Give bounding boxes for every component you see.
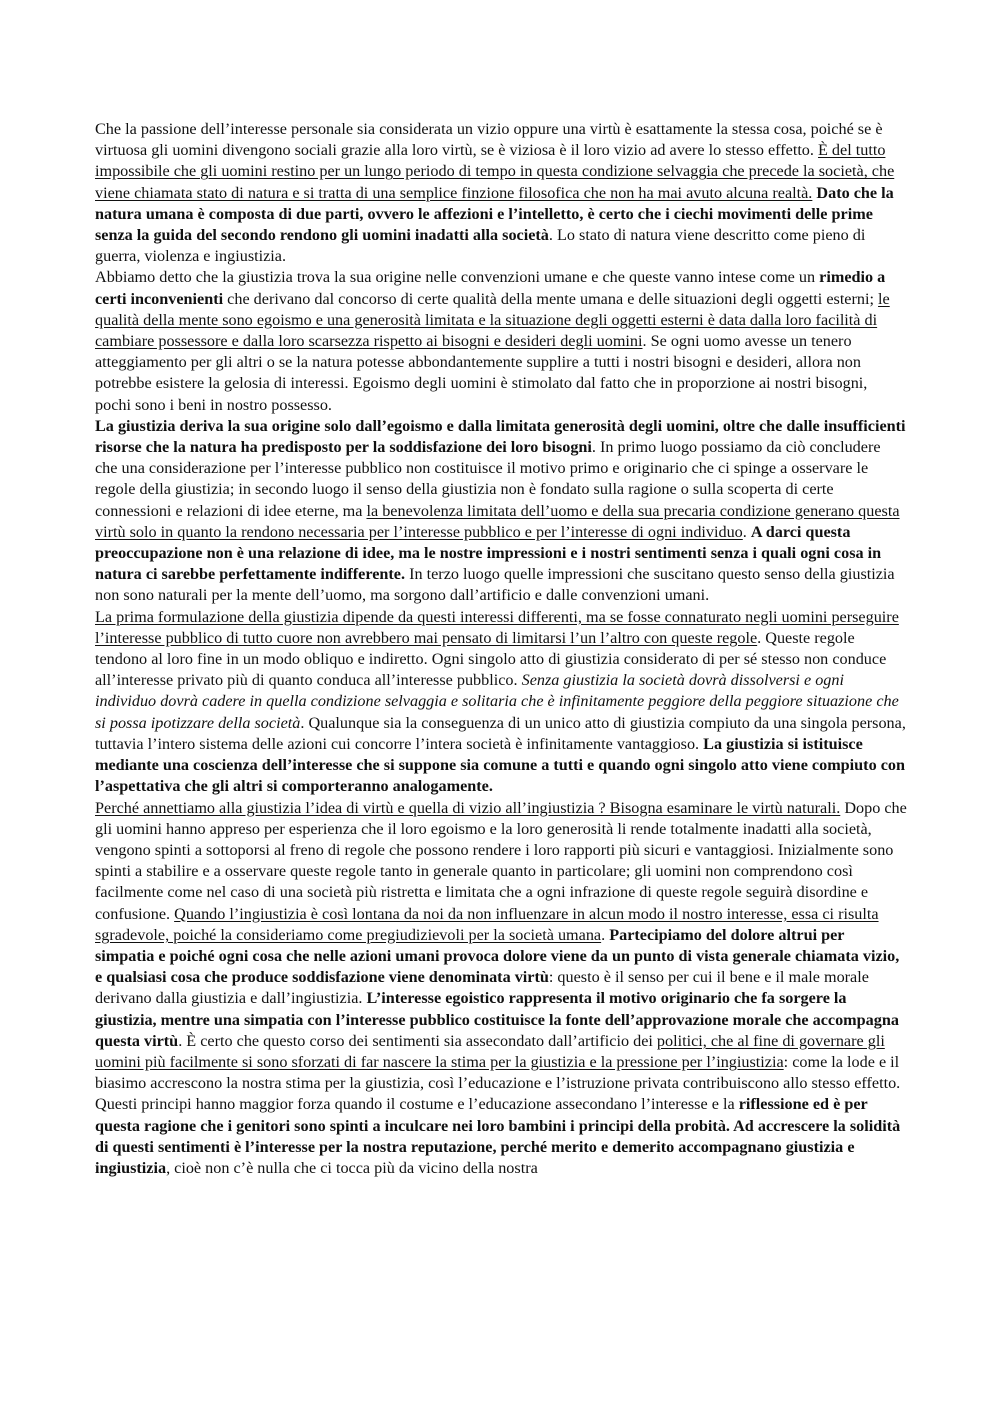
paragraph-4 <box>95 607 907 798</box>
paragraph-5 <box>95 798 907 1180</box>
bold-text: rimedio a certi inconvenienti <box>95 268 886 308</box>
text-run: , cioè non c’è nulla che ci tocca più da vicino della nostra <box>166 1158 538 1177</box>
text-run: Abbiamo detto che la giustizia trova la sua origine nelle convenzioni umane e che queste vanno intese come un <box>95 268 820 287</box>
underlined-text: Quando l’ingiustizia è così lontana da noi da non influenzare in alcun modo il nostro interesse, essa ci risulta sgradevole, poiché la consideriamo come pregiudizievoli per la società umana <box>95 904 879 944</box>
bold-text: L’interesse egoistico rappresenta il motivo originario che fa sorgere la giustizia, mentre una simpatia con l’interesse pubblico costituisce la fonte dell’approvazione morale che accompagna questa virtù <box>95 989 899 1050</box>
bold-text: La giustizia deriva la sua origine solo dall’egoismo e dalla limitata generosità degli uomini, oltre che dalle insufficienti risorse che la natura ha predisposto per la soddisfazione dei loro bisogni <box>95 416 906 457</box>
underlined-text: la benevolenza limitata dell’uomo e della sua precaria condizione generano questa virtù solo in quanto la rendono necessaria per l’interesse pubblico e per l’interesse di ogni individuo <box>95 501 900 541</box>
bold-text: Partecipiamo del dolore altrui per simpatia e poiché ogni cosa che nelle azioni umani provoca dolore viene da un punto di vista generale chiamata vizio, e qualsiasi cosa che produce soddisfazione viene denominata virtù <box>95 925 900 987</box>
underlined-text: È del tutto impossibile che gli uomini restino per un lungo periodo di tempo in questa condizione selvaggia che precede la società, che viene chiamata stato di natura e si tratta di una semplice finzione filosofica che non ha mai avuto alcuna realtà. <box>95 141 895 202</box>
paragraph-3 <box>95 416 907 607</box>
text-run: : questo è il senso per cui il bene e il male morale derivano dalla giustizia e dall’ingiustizia. <box>95 968 869 1008</box>
underlined-text: La prima formulazione della giustizia dipende da questi interessi differenti, ma se fosse connaturato negli uomini perseguire l’interesse pubblico di tutto cuore non avrebbero mai pensato di limitarsi l’un l’altro con queste regole <box>95 607 899 647</box>
underlined-text: politici, che al fine di governare gli uomini più facilmente si sono sforzati di far nascere la stima per la giustizia e la pressione per l’ingiustizia <box>95 1031 885 1071</box>
text-run: . Lo stato di natura viene descritto come pieno di guerra, violenza e ingiustizia. <box>95 226 866 266</box>
bold-text: A darci questa preoccupazione non è una relazione di idee, ma le nostre impressioni e i nostri sentimenti senza i quali ogni cosa in natura ci sarebbe perfettamente indifferente. <box>95 522 882 584</box>
italic-text: Senza giustizia la società dovrà dissolversi e ogni individuo dovrà cadere in quella condizione selvaggia e solitaria che è infinitamente peggiore della peggiore situazione che si possa ipotizzare della società <box>95 671 899 732</box>
paragraph-2 <box>95 267 907 415</box>
underlined-text: Perché annettiamo alla giustizia l’idea di virtù e quella di vizio all’ingiustizia ? Bisogna esaminare le virtù naturali. <box>95 798 841 817</box>
document-body <box>95 119 907 1179</box>
text-run: In terzo luogo quelle impressioni che suscitano questo senso della giustizia non sono naturali per la mente dell’uomo, ma sorgono dall’artificio e dalle convenzioni umani. <box>95 565 895 605</box>
text-run: Che la passione dell’interesse personale sia considerata un vizio oppure una virtù è esattamente la stessa cosa, poiché se è virtuosa gli uomini divengono sociali grazie alla loro virtù, se è viziosa è il loro vizio ad avere lo stesso effetto. <box>95 120 883 160</box>
text-run: . Qualunque sia la conseguenza di un unico atto di giustizia compiuto da una singola persona, tuttavia l’intero sistema delle azioni cui concorre l’intera società è infinitamente vantaggioso. <box>95 713 906 753</box>
text-run: . Queste regole tendono al loro fine in un modo obliquo e indiretto. Ogni singolo atto di giustizia considerato di per sé stesso non conduce all’interesse privato più di quanto conduca all’interesse pubblico. <box>95 628 887 690</box>
paragraph-1 <box>95 119 907 267</box>
text-run: . È certo che questo corso dei sentimenti sia assecondato dall’artificio dei <box>178 1031 657 1050</box>
bold-text: Dato che la natura umana è composta di due parti, ovvero le affezioni e l’intelletto, è certo che i ciechi movimenti delle prime senza la guida del secondo rendono gli uomini inadatti alla società <box>95 183 894 245</box>
text-run: . In primo luogo possiamo da ciò concludere che una considerazione per l’interesse pubblico non costituisce il motivo primo e originario che ci spinge a osservare le regole della giustizia; in secondo luogo il senso della giustizia non è fondato sulla ragione o sulla scoperta di certe connessioni e relazioni di idee eterne, ma <box>95 438 881 520</box>
text-run: che derivano dal concorso di certe qualità della mente umana e delle situazioni degli oggetti esterni; <box>223 289 879 308</box>
text-run: . <box>742 522 751 541</box>
underlined-text: le qualità della mente sono egoismo e una generosità limitata e la situazione degli oggetti esterni è data dalla loro facilità di cambiare possessore e dalla loro scarsezza rispetto ai bisogni e desideri degli uomini <box>95 289 890 351</box>
bold-text: La giustizia si istituisce mediante una coscienza dell’interesse che si suppone sia comune a tutti e quando ogni singolo atto viene compiuto con l’aspettativa che gli altri si comporteranno analogamente. <box>95 734 905 796</box>
bold-text: riflessione ed è per questa ragione che i genitori sono spinti a inculcare nei loro bambini i principi della probità. Ad accrescere la solidità di questi sentimenti è l’interesse per la nostra reputazione, perché merito e demerito accompagnano giustizia e ingiustizia <box>95 1095 901 1177</box>
text-run: Dopo che gli uomini hanno appreso per esperienza che il loro egoismo e la loro generosità li rende totalmente inadatti alla società, vengono spinti a sottoporsi al freno di regole che possono rendere i loro rapporti più sicuri e vantaggiosi. Inizialmente sono spinti a stabilire e a osservare queste regole tanto in generale quanto in particolare; gli uomini non comprendono così facilmente come nel caso di una società più ristretta e limitata che a ogni infrazione di queste regole seguirà disordine e confusione. <box>95 798 907 923</box>
text-run: . <box>601 925 610 944</box>
text-run: . Se ogni uomo avesse un tenero atteggiamento per gli altri o se la natura potesse abbondantemente supplire a tutti i nostri bisogni e desideri, allora non potrebbe esistere la gelosia di interessi. Egoismo degli uomini è stimolato dal fatto che in proporzione ai nostri bisogni, pochi sono i beni in nostro possesso. <box>95 332 868 414</box>
text-run: : come la lode e il biasimo accrescono la nostra stima per la giustizia, così l’educazione e l’istruzione privata contribuiscono allo stesso effetto. Questi principi hanno maggior forza quando il costume e l’educazione assecondano l’interesse e la <box>95 1052 901 1114</box>
